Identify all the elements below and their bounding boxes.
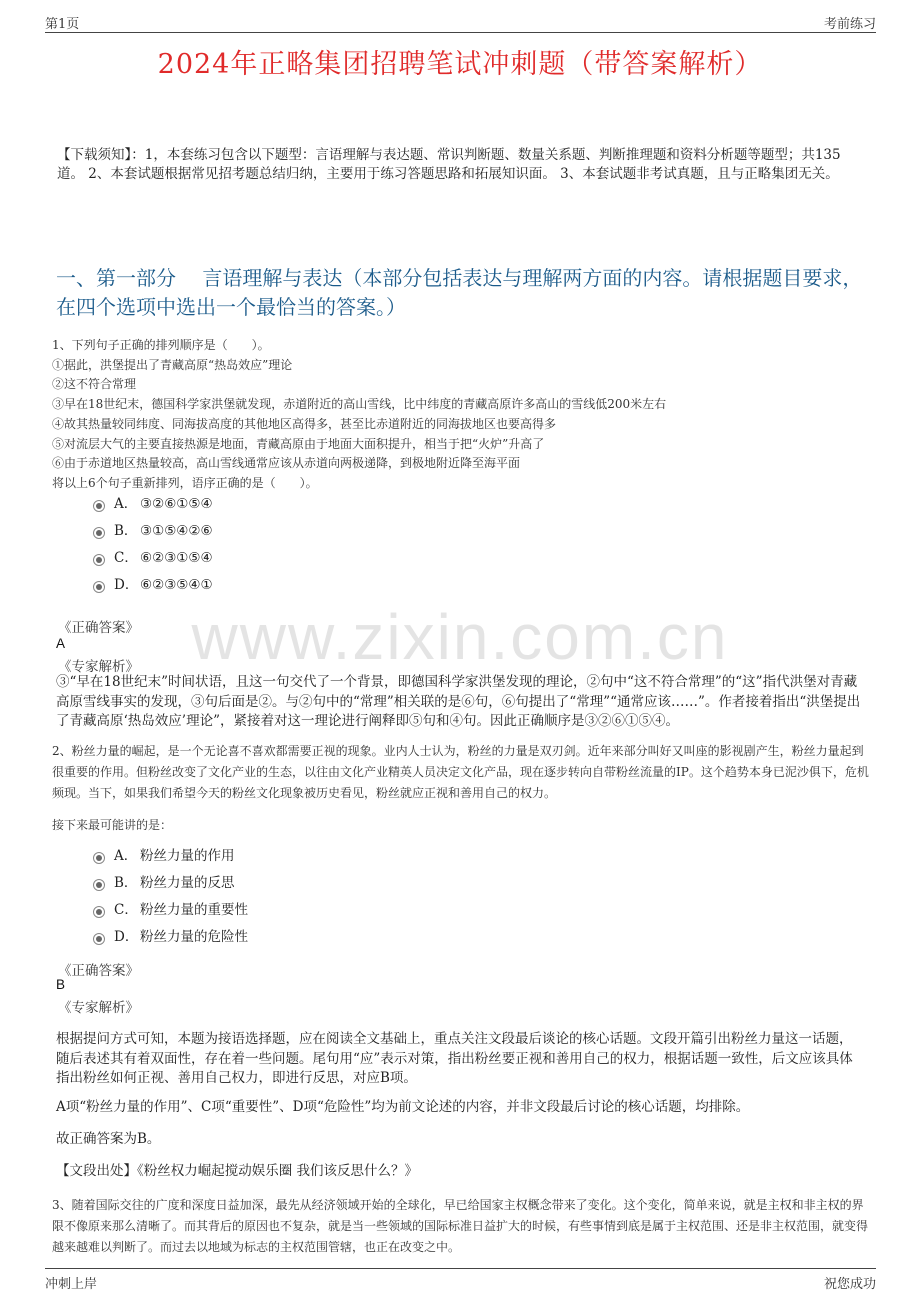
option-key: B． bbox=[114, 875, 138, 891]
q1-analysis: ③“早在18世纪末”时间状语，且这一句交代了一个背景，即德国科学家洪堡发现的理论，②句中“这不符合常理”的“这”指代洪堡对青藏高原雪线事实的发现，③句后面是②。与②句中的“常理”相关联的是⑥句，⑥句提出了“常理”“通常应该……”。作者接着指出“洪堡提出了青藏高原‘热岛效应’理论”，紧接着对这一理论进行阐释即⑤句和④句。因此正确顺序是③②⑥①⑤④。 bbox=[56, 674, 861, 730]
option-text: 粉丝力量的反思 bbox=[140, 875, 235, 891]
q1-option-b[interactable] bbox=[92, 518, 213, 545]
option-text: ⑥②③⑤④① bbox=[140, 577, 213, 593]
download-notice: 【下载须知】：1，本套练习包含以下题型：言语理解与表达题、常识判断题、数量关系题、判断推理题和资料分析题等题型；共135道。 2、本套试题根据常见招考题总结归纳，主要用于练习答题思路和拓展知识面。 3、本套试题非考试真题，且与正略集团无关。 bbox=[57, 147, 841, 182]
q2-option-a[interactable] bbox=[92, 843, 248, 870]
option-key: A． bbox=[114, 848, 138, 864]
q1-answer-label: 《正确答案》 bbox=[58, 620, 139, 636]
option-key: B． bbox=[114, 523, 138, 539]
q2-answer: B bbox=[56, 977, 66, 992]
radio-icon[interactable] bbox=[93, 933, 105, 945]
option-key: D． bbox=[114, 577, 139, 593]
radio-icon[interactable] bbox=[93, 852, 105, 864]
section-heading: 一、第一部分 言语理解与表达（本部分包括表达与理解两方面的内容。请根据题目要求，在四个选项中选出一个最恰当的答案。） bbox=[56, 266, 863, 319]
radio-icon[interactable] bbox=[93, 554, 105, 566]
document-title: 2024年正略集团招聘笔试冲刺题（带答案解析） bbox=[157, 49, 763, 80]
question-1-stem bbox=[52, 336, 872, 494]
page-header bbox=[45, 10, 876, 33]
q2-source: 【文段出处】《粉丝权力崛起搅动娱乐圈 我们该反思什么？》 bbox=[56, 1163, 419, 1179]
q1-answer: A bbox=[56, 636, 66, 651]
option-key: A． bbox=[114, 496, 138, 512]
option-text: ③②⑥①⑤④ bbox=[140, 496, 213, 512]
question-2-stem: 2、粉丝力量的崛起，是一个无论喜不喜欢都需要正视的现象。业内人士认为，粉丝的力量是双刃剑。近年来部分叫好又叫座的影视剧产生，粉丝力量起到很重要的作用。但粉丝改变了文化产业的生态，以往由文化产业精英人员决定文化产品，现在逐步转向自带粉丝流量的IP。这个趋势本身已泥沙俱下，危机频现。当下，如果我们希望今天的粉丝文化现象被历史看见，粉丝就应正视和善用自己的权力。 bbox=[52, 744, 869, 800]
q2-analysis-paragraph: A项“粉丝力量的作用”、C项“重要性”、D项“危险性”均为前文论述的内容，并非文段最后讨论的核心话题，均排除。 bbox=[56, 1099, 750, 1115]
q2-analysis-paragraph: 故正确答案为B。 bbox=[56, 1131, 161, 1147]
q1-analysis-label: 《专家解析》 bbox=[58, 659, 139, 675]
header-tag: 考前练习 bbox=[823, 17, 876, 32]
option-text: 粉丝力量的危险性 bbox=[140, 929, 248, 945]
q1-line: ①据此，洪堡提出了青藏高原“热岛效应”理论 bbox=[52, 357, 293, 372]
q1-line: ②这不符合常理 bbox=[52, 377, 137, 392]
q2-option-c[interactable] bbox=[92, 897, 248, 924]
q2-option-d[interactable] bbox=[92, 924, 248, 951]
question-2-prompt: 接下来最可能讲的是： bbox=[52, 818, 173, 832]
q1-line: ④故其热量较同纬度、同海拔高度的其他地区高得多，甚至比赤道附近的同海拔地区也要高得多 bbox=[52, 416, 557, 431]
radio-icon[interactable] bbox=[93, 906, 105, 918]
option-key: C． bbox=[114, 550, 138, 566]
question-2-options bbox=[92, 843, 248, 951]
question-3-stem: 3、随着国际交往的广度和深度日益加深，最先从经济领域开始的全球化，早已给国家主权概念带来了变化。这个变化，简单来说，就是主权和非主权的界限不像原来那么清晰了。而其背后的原因也不复杂，就是当一些领域的国际标准日益扩大的时候，有些事情到底是属于主权范围、还是非主权范围，就变得越来越难以判断了。而过去以地域为标志的主权范围管辖，也正在改变之中。 bbox=[52, 1198, 869, 1254]
radio-icon[interactable] bbox=[93, 500, 105, 512]
page-number: 第1页 bbox=[45, 17, 80, 32]
q1-line: ⑤对流层大气的主要直接热源是地面，青藏高原由于地面大面积提升，相当于把“火炉”升高了 bbox=[52, 436, 545, 451]
watermark: www.zixin.com.cn bbox=[191, 601, 729, 673]
q1-line: 将以上6个句子重新排列，语序正确的是（ ）。 bbox=[52, 475, 318, 490]
option-key: D． bbox=[114, 929, 139, 945]
option-text: ③①⑤④②⑥ bbox=[140, 523, 213, 539]
q2-analysis-label: 《专家解析》 bbox=[58, 1000, 139, 1016]
q1-line: 1、下列句子正确的排列顺序是（ ）。 bbox=[52, 338, 270, 352]
q2-answer-label: 《正确答案》 bbox=[58, 963, 139, 979]
q2-analysis-paragraph: 根据提问方式可知，本题为接语选择题，应在阅读全文基础上，重点关注文段最后谈论的核心话题。文段开篇引出粉丝力量这一话题，随后表述其有着双面性，存在着一些问题。尾句用“应”表示对策，指出粉丝要正视和善用自己的权力，根据话题一致性，后文应该具体指出粉丝如何正视、善用自己权力，即进行反思，对应B项。 bbox=[56, 1031, 853, 1086]
footer-left: 冲刺上岸 bbox=[45, 1277, 98, 1292]
option-text: 粉丝力量的重要性 bbox=[140, 902, 248, 918]
radio-icon[interactable] bbox=[93, 581, 105, 593]
footer-right: 祝您成功 bbox=[823, 1277, 876, 1292]
option-text: 粉丝力量的作用 bbox=[140, 848, 235, 864]
option-key: C． bbox=[114, 902, 138, 918]
q2-option-b[interactable] bbox=[92, 870, 248, 897]
radio-icon[interactable] bbox=[93, 527, 105, 539]
q1-option-c[interactable] bbox=[92, 545, 213, 572]
q1-option-d[interactable] bbox=[92, 572, 213, 599]
page-footer bbox=[45, 1268, 876, 1293]
question-1-options bbox=[92, 491, 213, 599]
option-text: ⑥②③①⑤④ bbox=[140, 550, 213, 566]
radio-icon[interactable] bbox=[93, 879, 105, 891]
q1-option-a[interactable] bbox=[92, 491, 213, 518]
q1-line: ⑥由于赤道地区热量较高，高山雪线通常应该从赤道向两极递降，到极地附近降至海平面 bbox=[52, 456, 521, 471]
q1-line: ③早在18世纪末，德国科学家洪堡就发现，赤道附近的高山雪线，比中纬度的青藏高原许多高山的雪线低200米左右 bbox=[52, 397, 667, 412]
